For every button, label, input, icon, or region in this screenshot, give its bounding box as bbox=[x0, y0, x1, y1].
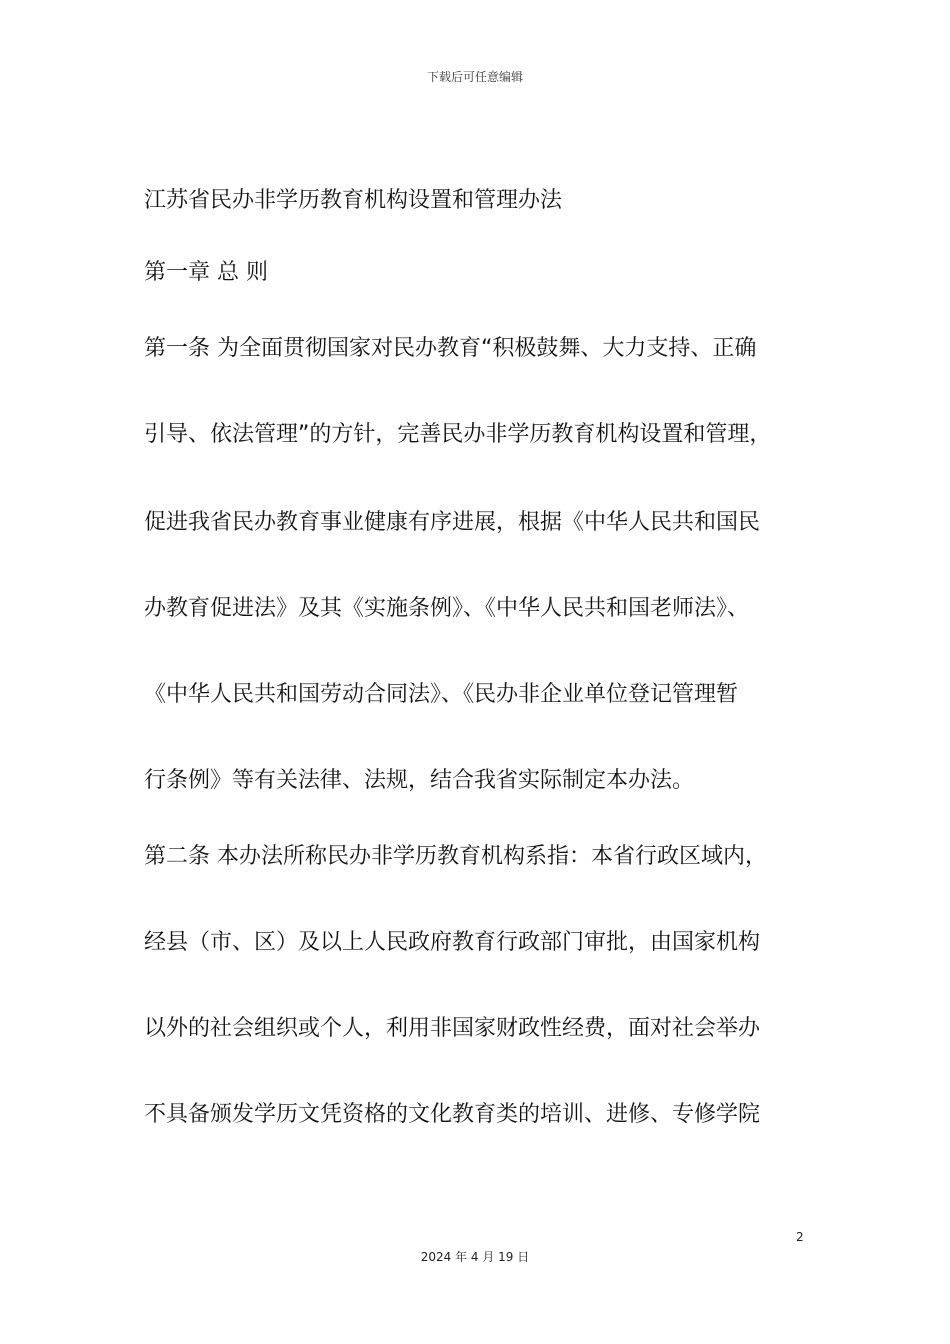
article1-line: 促进我省民办教育事业健康有序进展，根据《中华人民共和国民 bbox=[144, 510, 761, 535]
article1-line: 第一条 为全面贯彻国家对民办教育“积极鼓舞、大力支持、正确 bbox=[144, 336, 757, 361]
page-number: 2 bbox=[796, 1230, 804, 1244]
page-header: 下载后可任意编辑 bbox=[426, 70, 523, 84]
chapter-heading: 第一章 总 则 bbox=[144, 260, 268, 285]
article2-line: 第二条 本办法所称民办非学历教育机构系指：本省行政区域内， bbox=[144, 844, 767, 869]
article1-line: 引导、依法管理”的方针，完善民办非学历教育机构设置和管理， bbox=[144, 422, 772, 447]
article2-line: 经县（市、区）及以上人民政府教育行政部门审批，由国家机构 bbox=[144, 930, 761, 955]
footer-date: 2024 年 4 月 19 日 bbox=[420, 1250, 530, 1264]
article2-line: 以外的社会组织或个人，利用非国家财政性经费，面对社会举办 bbox=[144, 1016, 761, 1041]
article1-line: 行条例》等有关法律、法规，结合我省实际制定本办法。 bbox=[144, 768, 695, 793]
document-title: 江苏省民办非学历教育机构设置和管理办法 bbox=[144, 188, 563, 213]
article1-line: 《中华人民共和国劳动合同法》、《民办非企业单位登记管理暂 bbox=[144, 682, 739, 707]
article2-line: 不具备颁发学历文凭资格的文化教育类的培训、进修、专修学院 bbox=[144, 1102, 761, 1127]
article1-line: 办教育促进法》及其《实施条例》、《中华人民共和国老师法》、 bbox=[144, 596, 750, 621]
